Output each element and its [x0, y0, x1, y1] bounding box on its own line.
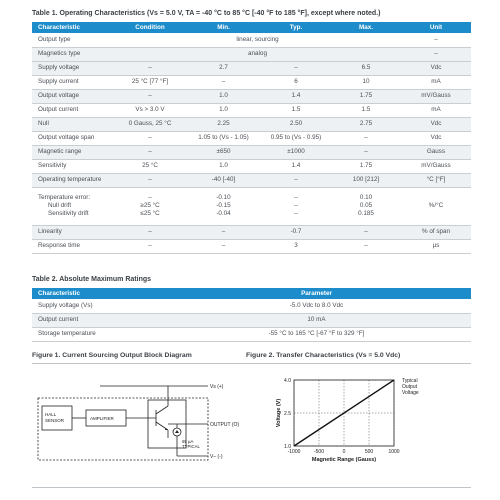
cell: -55 °C to 165 °C [-67 °F to 329 °F]	[162, 327, 471, 341]
cell: 2.7	[186, 61, 261, 75]
cell: –	[294, 202, 298, 209]
cell: Vs > 3.0 V	[114, 103, 186, 117]
vminus-label: V– (-)	[210, 454, 223, 460]
table1-header	[32, 22, 471, 33]
chart-ticks	[284, 378, 400, 455]
cell: 2.25	[186, 117, 261, 131]
transfer-chart	[268, 370, 428, 470]
row-unit: Vdc	[401, 131, 471, 145]
x-tick-label: -500	[313, 449, 325, 455]
cell: 0.10	[359, 194, 373, 201]
row-label: Magnetic range	[32, 145, 114, 159]
header-condition: Condition	[114, 22, 186, 33]
header-typ: Typ.	[261, 22, 331, 33]
cell: –	[114, 131, 186, 145]
cell: 6	[261, 75, 331, 89]
table1-title: Table 1. Operating Characteristics (Vs = 5.0 V, TA = -40 °C to 85 °C [-40 °F to 185 °F], except where noted.)	[32, 10, 381, 17]
cell: 1.75	[331, 89, 401, 103]
cell: 25 °C [77 °F]	[114, 75, 186, 89]
cell: –	[186, 225, 261, 239]
table-row	[32, 327, 471, 341]
table-row	[32, 89, 471, 103]
y-tick-label: 2.5	[284, 410, 291, 417]
cell: 2.50	[261, 117, 331, 131]
row-label: Output current	[32, 103, 114, 117]
cell: –	[261, 173, 331, 187]
row-label: Sensitivity	[32, 159, 114, 173]
y-tick-label: 1.0	[284, 443, 291, 450]
cell: –	[114, 225, 186, 239]
y-axis-label: Voltage (V)	[276, 398, 282, 428]
legend-line-2: Output	[402, 384, 418, 390]
figure2-title: Figure 2. Transfer Characteristics (Vs = 5.0 Vdc)	[246, 352, 401, 359]
row-label: Supply voltage (Vs)	[32, 299, 162, 313]
cell: 100 [212]	[331, 173, 401, 187]
cell: –	[294, 194, 298, 201]
absolute-maximum-ratings-table	[32, 288, 471, 342]
cell: 1.0	[186, 159, 261, 173]
cell: –	[186, 75, 261, 89]
header-max: Max.	[331, 22, 401, 33]
row-unit: mV/Gauss	[401, 159, 471, 173]
row-label: Linearity	[32, 225, 114, 239]
cell: -0.15	[216, 202, 231, 209]
cell: ±650	[186, 145, 261, 159]
cell: -5.0 Vdc to 8.0 Vdc	[162, 299, 471, 313]
cell: 1.05 to (Vs - 1.05)	[186, 131, 261, 145]
cell: –	[331, 131, 401, 145]
row-label: Magnetics type	[32, 47, 114, 61]
cell: –	[261, 61, 331, 75]
cell: 1.0	[186, 103, 261, 117]
row-label: Response time	[32, 239, 114, 253]
table-row	[32, 103, 471, 117]
cell: 10	[331, 75, 401, 89]
x-axis-label: Magnetic Range (Gauss)	[311, 457, 377, 463]
cell: –	[331, 225, 401, 239]
x-tick-label: 500	[364, 449, 374, 455]
figure1-title: Figure 1. Current Sourcing Output Block Diagram	[32, 352, 192, 359]
row-unit: µs	[401, 239, 471, 253]
cell: 1.5	[261, 103, 331, 117]
table-row	[32, 61, 471, 75]
cell: -0.7	[261, 225, 331, 239]
row-unit: %/°C	[401, 187, 471, 225]
cell: ±1000	[261, 145, 331, 159]
table-row	[32, 313, 471, 327]
x-tick-label: 1000	[388, 449, 400, 455]
table-row	[32, 225, 471, 239]
cell: 0.185	[358, 210, 374, 217]
cell: –	[331, 145, 401, 159]
row-label: Supply voltage	[32, 61, 114, 75]
cell: 2.75	[331, 117, 401, 131]
bottom-divider	[32, 487, 471, 488]
row-value: linear, sourcing	[114, 33, 401, 47]
cell: -0.04	[216, 210, 231, 217]
table-row	[32, 145, 471, 159]
row-sublabel: Sensitivity drift	[48, 210, 89, 217]
table-row	[32, 299, 471, 313]
row-label: Storage temperature	[32, 327, 162, 341]
row-unit: mA	[401, 75, 471, 89]
cell: –	[148, 194, 152, 201]
row-value: analog	[114, 47, 401, 61]
row-label: Supply current	[32, 75, 114, 89]
cell: 0.95 to (Vs - 0.95)	[261, 131, 331, 145]
table-row	[32, 159, 471, 173]
row-sublabel: Null drift	[48, 202, 72, 209]
cell: –	[186, 239, 261, 253]
row-unit: –	[401, 33, 471, 47]
x-tick-label: -1000	[287, 449, 301, 455]
cell: –	[114, 239, 186, 253]
row-label: Operating temperature	[32, 173, 114, 187]
table-row-temperature-error	[32, 187, 471, 225]
table2-title: Table 2. Absolute Maximum Ratings	[32, 276, 152, 283]
cell: 1.4	[261, 159, 331, 173]
row-unit: mV/Gauss	[401, 89, 471, 103]
cell: –	[114, 89, 186, 103]
cell: 25 °C	[114, 159, 186, 173]
divider	[32, 363, 471, 364]
legend-line-3: Voltage	[402, 390, 419, 396]
table2-header	[32, 288, 471, 299]
table-row	[32, 173, 471, 187]
operating-characteristics-table	[32, 22, 471, 254]
table-row	[32, 33, 471, 47]
row-unit: Vdc	[401, 61, 471, 75]
table2-body	[32, 299, 471, 341]
row-unit: Gauss	[401, 145, 471, 159]
amplifier-label: AMPLIFIER	[90, 416, 114, 421]
cell: –	[114, 145, 186, 159]
hall-label: HALL	[45, 412, 57, 417]
output-label: OUTPUT (O)	[210, 422, 240, 428]
table1-body	[32, 61, 471, 187]
cell: –	[331, 239, 401, 253]
cell: 3	[261, 239, 331, 253]
cell: ≤25 °C	[140, 210, 160, 217]
table-row	[32, 47, 471, 61]
row-label: Null	[32, 117, 114, 131]
table-row	[32, 239, 471, 253]
row-label: Temperature error:	[38, 194, 91, 201]
typical-label: TYPICAL	[182, 444, 200, 449]
cell: -0.10	[216, 194, 231, 201]
table-row	[32, 75, 471, 89]
cell: -40 [-40]	[186, 173, 261, 187]
cell: 1.4	[261, 89, 331, 103]
row-unit: mA	[401, 103, 471, 117]
row-label: Output type	[32, 33, 114, 47]
x-tick-label: 0	[342, 449, 346, 455]
row-label: Output voltage	[32, 89, 114, 103]
legend-line-1: Typical	[402, 378, 418, 384]
table-row	[32, 131, 471, 145]
cell: 1.75	[331, 159, 401, 173]
row-unit: –	[401, 47, 471, 61]
header-characteristic: Characteristic	[32, 22, 114, 33]
cell: ≥25 °C	[140, 202, 160, 209]
row-label: Output voltage span	[32, 131, 114, 145]
header-unit: Unit	[401, 22, 471, 33]
cell: 0 Gauss, 25 °C	[114, 117, 186, 131]
cell: 1.0	[186, 89, 261, 103]
cell: –	[114, 173, 186, 187]
y-tick-label: 4.0	[284, 377, 291, 384]
row-label: Output current	[32, 313, 162, 327]
header-min: Min.	[186, 22, 261, 33]
cell: 10 mA	[162, 313, 471, 327]
cell: –	[114, 61, 186, 75]
cell: 0.05	[359, 202, 373, 209]
header-parameter: Parameter	[162, 288, 471, 299]
cell: –	[294, 210, 298, 217]
row-unit: °C [°F]	[401, 173, 471, 187]
table-row	[32, 117, 471, 131]
header-characteristic: Characteristic	[32, 288, 162, 299]
row-unit: % of span	[401, 225, 471, 239]
sensor-label: SENSOR	[45, 418, 65, 423]
vs-label: Vs (+)	[210, 384, 224, 390]
package-outline	[38, 398, 208, 460]
block-diagram	[30, 370, 245, 470]
cell: 6.5	[331, 61, 401, 75]
current-label: 65 µA	[182, 439, 194, 444]
cell: 1.5	[331, 103, 401, 117]
row-unit: Vdc	[401, 117, 471, 131]
